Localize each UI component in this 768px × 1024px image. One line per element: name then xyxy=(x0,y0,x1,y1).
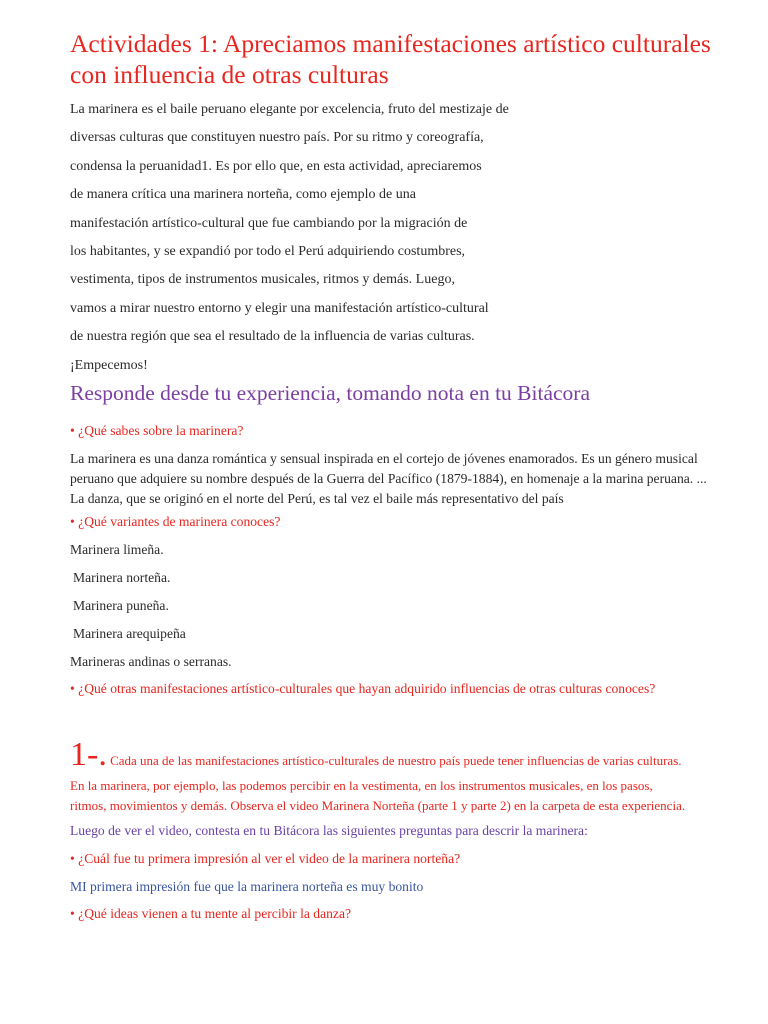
section-1-line-2: En la marinera, por ejemplo, las podemos percibir en la vestimenta, en los instrumentos musicales, en los pasos, xyxy=(70,778,653,793)
page-title xyxy=(70,28,750,90)
question-4: • ¿Cuál fue tu primera impresión al ver el video de la marinera norteña? xyxy=(70,851,461,866)
intro-line: ¡Empecemos! xyxy=(70,357,148,373)
intro-line: los habitantes, y se expandió por todo el Perú adquiriendo costumbres, xyxy=(70,243,466,259)
variant-item: Marinera norteña. xyxy=(73,570,171,585)
question-5: • ¿Qué ideas vienen a tu mente al percibir la danza? xyxy=(70,906,352,921)
intro-line: condensa la peruanidad1. Es por ello que, en esta actividad, apreciaremos xyxy=(70,158,482,174)
instruction-text: Luego de ver el video, contesta en tu Bitácora las siguientes preguntas para descrir la marinera: xyxy=(70,823,588,838)
variant-item: Marineras andinas o serranas. xyxy=(70,654,232,669)
title-line-1: Actividades 1: Apreciamos manifestaciones artístico culturales xyxy=(70,29,711,58)
section-1-line-1: Cada una de las manifestaciones artístico-culturales de nuestro país puede tener influencias de varias culturas. xyxy=(106,753,682,768)
intro-line: de nuestra región que sea el resultado de la influencia de varias culturas. xyxy=(70,329,475,345)
section-1 xyxy=(70,738,760,816)
intro-paragraph xyxy=(70,99,730,383)
section-1-first-line xyxy=(70,738,760,776)
answer-1-line: peruano que adquiere su nombre después de la Guerra del Pacífico (1879-1884), en homenaje a la marina peruana. ... xyxy=(70,471,707,486)
intro-line: diversas culturas que constituyen nuestro país. Por su ritmo y coreografía, xyxy=(70,130,484,146)
section-number: 1-. xyxy=(70,736,107,773)
answer-1 xyxy=(70,449,730,509)
intro-line: La marinera es el baile peruano elegante por excelencia, fruto del mestizaje de xyxy=(70,102,509,117)
intro-line: de manera crítica una marinera norteña, como ejemplo de una xyxy=(70,187,416,203)
title-line-2: con influencia de otras culturas xyxy=(70,60,389,89)
section-subtitle: Responde desde tu experiencia, tomando nota en tu Bitácora xyxy=(70,381,591,405)
question-1: • ¿Qué sabes sobre la marinera? xyxy=(70,423,244,438)
question-3: • ¿Qué otras manifestaciones artístico-culturales que hayan adquirido influencias de otras culturas conoces? xyxy=(70,681,656,696)
intro-line: vestimenta, tipos de instrumentos musicales, ritmos y demás. Luego, xyxy=(70,272,455,288)
intro-line: vamos a mirar nuestro entorno y elegir una manifestación artístico-cultural xyxy=(70,300,489,316)
question-2: • ¿Qué variantes de marinera conoces? xyxy=(70,514,281,529)
intro-line: manifestación artístico-cultural que fue cambiando por la migración de xyxy=(70,215,468,231)
variant-item: Marinera arequipeña xyxy=(73,626,186,641)
variant-item: Marinera limeña. xyxy=(70,542,164,557)
answer-1-line: La danza, que se originó en el norte del Perú, es tal vez el baile más representativo del país xyxy=(70,491,564,506)
answer-4: MI primera impresión fue que la marinera norteña es muy bonito xyxy=(70,879,424,894)
section-1-line-3: ritmos, movimientos y demás. Observa el video Marinera Norteña (parte 1 y parte 2) en la carpeta de esta experiencia. xyxy=(70,798,686,813)
variant-item: Marinera puneña. xyxy=(73,598,169,613)
answer-1-line: La marinera es una danza romántica y sensual inspirada en el cortejo de jóvenes enamorados. Es un género musical xyxy=(70,451,698,466)
